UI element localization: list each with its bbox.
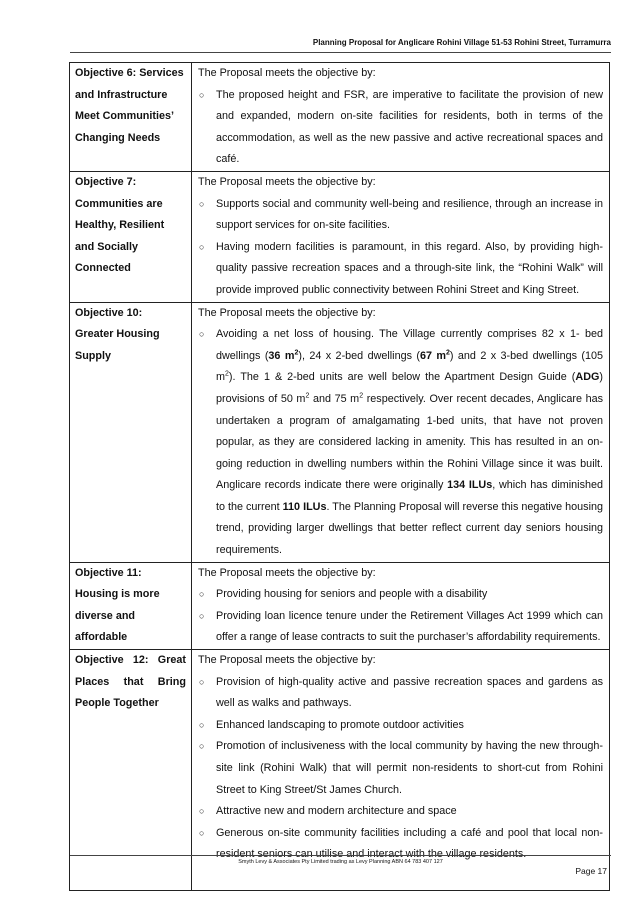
text-run: ). The 1 & 2-bed units are well below the Apartment Design Guide ( <box>228 371 576 384</box>
objective-cell <box>70 171 192 302</box>
bullet-list <box>198 584 603 649</box>
objective-title: Healthy, Resilient <box>75 219 165 232</box>
description-cell <box>192 171 610 302</box>
list-item: ○ Provision of high-quality active and passive recreation spaces and gardens as well as walks and pathways. <box>198 672 603 715</box>
text-run: ) and 2 x 3-bed dwellings (105 m <box>216 349 603 384</box>
table-row <box>70 63 610 172</box>
bullet-list <box>198 85 603 171</box>
list-item: ○ Providing housing for seniors and people with a disability <box>198 584 603 606</box>
list-item: ○ Having modern facilities is paramount, in this regard. Also, by providing high-quality passive recreation spaces and a through-site link, the “Rohini Walk” will provide improved public connectivity between Rohini Street and King Street. <box>198 237 603 302</box>
objective-title: Greater Housing <box>75 328 160 341</box>
objective-title: Supply <box>75 349 111 362</box>
intro-text: The Proposal meets the objective by: <box>198 175 376 188</box>
text-run: , which has diminished to the current <box>216 479 603 513</box>
objective-title: Objective 10: <box>75 306 143 319</box>
objective-cell <box>70 302 192 562</box>
superscript: 2 <box>359 392 364 400</box>
objective-title: Meet Communities’ <box>75 110 174 123</box>
intro-text: The Proposal meets the objective by: <box>198 306 376 319</box>
objective-title: Places that Bring <box>75 675 186 688</box>
intro-text: The Proposal meets the objective by: <box>198 67 376 79</box>
objective-cell <box>70 63 192 172</box>
description-cell <box>192 63 610 172</box>
list-item <box>198 324 603 562</box>
text-run: respectively. Over recent decades, Anglicare has undertaken a program of amalgamating 1-bed units, that have not proven popular, as they are considered lacking in amenity. This has resulted in an on-going reduction in dwelling numbers within the Rohini Village since it was built. Anglicare records indicate there were originally <box>216 392 603 492</box>
bold-run: 67 m <box>420 349 447 362</box>
list-item: ○ Enhanced landscaping to promote outdoor activities <box>198 715 603 737</box>
objective-title: People Together <box>75 697 159 710</box>
bullet-list <box>198 672 603 866</box>
page-header: Planning Proposal for Anglicare Rohini Village 51-53 Rohini Street, Turramurra <box>70 38 611 53</box>
objective-title: Objective 12: Great <box>75 654 186 667</box>
table-row <box>70 302 610 562</box>
objective-title: Objective 7: <box>75 175 137 188</box>
table-row <box>70 171 610 302</box>
superscript: 2 <box>446 349 450 357</box>
description-cell <box>192 562 610 649</box>
table-row <box>70 562 610 649</box>
list-item: ○ Attractive new and modern architecture and space <box>198 801 603 823</box>
text-run: and 75 m <box>309 392 360 405</box>
list-item: ○ Generous on-site community facilities including a café and pool that local non-resident seniors can utilise and interact with the village residents. <box>198 823 603 866</box>
objective-title: and Infrastructure <box>75 88 168 101</box>
page-footer <box>70 855 611 865</box>
objective-cell <box>70 562 192 649</box>
objective-title: Housing is more <box>75 588 160 601</box>
bold-run: 110 ILUs <box>282 500 327 513</box>
objective-title: Objective 6: Services <box>75 67 184 79</box>
objective-title: diverse and <box>75 609 136 622</box>
intro-text: The Proposal meets the objective by: <box>198 566 376 579</box>
bold-run: 134 ILUs <box>447 479 493 492</box>
text-run: ), 24 x 2-bed dwellings ( <box>298 349 420 362</box>
objective-title: Changing Needs <box>75 131 161 144</box>
objective-title: and Socially <box>75 240 139 253</box>
objectives-table <box>69 62 610 891</box>
intro-text: The Proposal meets the objective by: <box>198 654 376 667</box>
footer-company: Smyth Levy & Associates Pty Limited trading as Levy Planning ABN 64 783 407 127 <box>238 859 443 865</box>
text-run: ) provisions of 50 m <box>216 371 603 405</box>
list-item: ○ Supports social and community well-being and resilience, through an increase in support services for on-site facilities. <box>198 194 603 237</box>
objective-title: affordable <box>75 631 128 644</box>
objective-title: Communities are <box>75 197 163 210</box>
list-item: ○ Promotion of inclusiveness with the local community by having the new through-site link (Rohini Walk) that will permit non-residents to short-cut from Rohini Street to King Street/St James Church. <box>198 736 603 801</box>
superscript: 2 <box>225 370 229 378</box>
bold-run: ADG <box>575 371 600 384</box>
bullet-list <box>198 324 603 562</box>
text-run: . The Planning Proposal will reverse this negative housing trend, providing larger dwellings that better reflect current day seniors housing requirements. <box>216 500 603 557</box>
bold-run: 36 m <box>268 349 295 362</box>
page-number: Page 17 <box>575 866 607 876</box>
objective-title: Objective 11: <box>75 566 142 579</box>
text-run: Avoiding a net loss of housing. The Village currently comprises 82 x 1- bed dwellings ( <box>216 328 603 362</box>
list-item: ○ Providing loan licence tenure under the Retirement Villages Act 1999 which can offer a range of lease contracts to suit the purchaser’s affordability requirements. <box>198 606 603 649</box>
superscript: 2 <box>305 392 310 400</box>
bullet-list <box>198 194 603 302</box>
list-item: ○ The proposed height and FSR, are imperative to facilitate the provision of new and expanded, modern on-site facilities for residents, both in terms of the accommodation, as well as the new passive and active recreational spaces and café. <box>198 85 603 171</box>
superscript: 2 <box>294 349 299 357</box>
objective-title: Connected <box>75 262 131 275</box>
description-cell <box>192 302 610 562</box>
